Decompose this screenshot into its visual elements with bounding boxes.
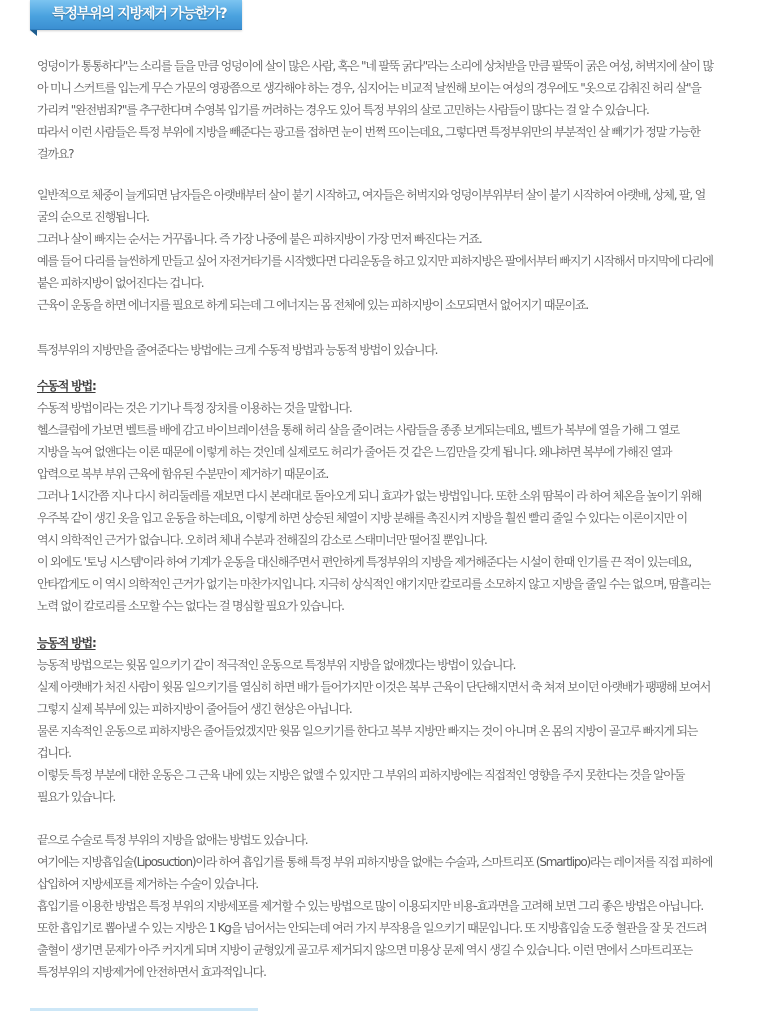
active-method-heading: [37, 632, 759, 654]
passive-method-section: [37, 375, 759, 617]
text-line: 출혈이 생기면 문제가 아주 커지게 되며 지방이 균형있게 골고루 제거되지 않으면 미용상 문제 역시 생길 수 있습니다. 이런 면에서 스마트리포는: [37, 943, 693, 957]
text-line: 가리켜 "완전범죄?"를 추구한다며 수영복 입기를 꺼려하는 경우도 있어 특정 부위의 살로 고민하는 사람들이 많다는 걸 알 수 있습니다.: [37, 103, 649, 117]
text-line: 그러나 1시간쯤 지나 다시 허리둘레를 재보면 다시 본래대로 돌아오게 되니 효과가 없는 방법입니다. 또한 소위 땀복이 라 하여 체온을 높이기 위해: [37, 489, 702, 503]
text-line: 압력으로 복부 부위 근육에 함유된 수분만이 제거하기 때문이죠.: [37, 467, 329, 481]
text-line: 흡입기를 이용한 방법은 특정 부위의 지방세포를 제거할 수 있는 방법으로 많이 이용되지만 비용-효과면을 고려해 보면 그리 좋은 방법은 아닙니다.: [37, 899, 703, 913]
text-line: 또한 흡입기로 뽑아낼 수 있는 지방은 1 Kg을 넘어서는 안되는데 여러 가지 부작용을 일으키기 때문입니다. 또 지방흡입술 도중 혈관을 잘 못 건드려: [37, 921, 707, 935]
page-title: 특정부위의 지방제거 가능한가?: [52, 6, 227, 22]
text-line: 수동적 방법이라는 것은 기기나 특정 장치를 이용하는 것을 말합니다.: [37, 401, 352, 415]
methods-summary-paragraph: [37, 339, 759, 361]
text-line: 역시 의학적인 근거가 없습니다. 오히려 체내 수분과 전해질의 감소로 스태미너만 떨어질 뿐입니다.: [37, 533, 487, 547]
surgery-paragraph: [37, 829, 759, 983]
article-body: [37, 55, 759, 983]
text-line: 이 외에도 '토닝 시스템'이라 하여 기계가 운동을 대신해주면서 편안하게 특정부위의 지방을 제거해준다는 시설이 한때 인기를 끈 적이 있는데요,: [37, 555, 691, 569]
passive-method-paragraph: [37, 397, 759, 617]
text-line: 노력 없이 칼로리를 소모할 수는 없다는 걸 명심할 필요가 있습니다.: [37, 599, 344, 613]
text-line: 특정부위의 지방제거에 안전하면서 효과적입니다.: [37, 965, 266, 979]
text-line: 끝으로 수술로 특정 부위의 지방을 없애는 방법도 있습니다.: [37, 833, 308, 847]
text-line: 지방을 녹여 없앤다는 이론 때문에 이렇게 하는 것인데 실제로도 허리가 줄어든 것 같은 느낌만을 갖게 됩니다. 왜냐하면 복부에 가해진 열과: [37, 445, 672, 459]
fat-order-paragraph: [37, 184, 759, 316]
text-line: 우주복 같이 생긴 옷을 입고 운동을 하는데요, 이렇게 하면 상승된 체열이 지방 분해를 촉진시켜 지방을 훨씬 빨리 줄일 수 있다는 이론이지만 이: [37, 511, 687, 525]
intro-paragraph: [37, 55, 759, 165]
methods-summary-section: [37, 339, 759, 361]
text-line: 엉덩이가 통통하다"는 소리를 들을 만큼 엉덩이에 살이 많은 사람, 혹은 "네 팔뚝 굵다"라는 소리에 상처받을 만큼 팔뚝이 굵은 여성, 허벅지에 살이 많: [37, 59, 713, 73]
text-line: 삽입하여 지방세포를 제거하는 수술이 있습니다.: [37, 877, 258, 891]
active-method-section: [37, 632, 759, 808]
text-line: 특정부위의 지방만을 줄여준다는 방법에는 크게 수동적 방법과 능동적 방법이 있습니다.: [37, 343, 438, 357]
active-method-paragraph: [37, 654, 759, 808]
text-line: 실제 아랫배가 처진 사람이 윗몸 일으키기를 열심히 하면 배가 들어가지만 이것은 복부 근육이 단단해지면서 축 쳐져 보이던 아랫배가 팽팽해 보여서: [37, 680, 711, 694]
text-line: 안타깝게도 이 역시 의학적인 근거가 없기는 마찬가지입니다. 지극히 상식적인 얘기지만 칼로리를 소모하지 않고 지방을 줄일 수는 없으며, 땀흘리는: [37, 577, 711, 591]
text-line: 물론 지속적인 운동으로 피하지방은 줄어들었겠지만 윗몸 일으키기를 한다고 복부 지방만 빠지는 것이 아니며 온 몸의 지방이 골고루 빠지게 되는: [37, 724, 698, 738]
text-line: 근육이 운동을 하면 에너지를 필요로 하게 되는데 그 에너지는 몸 전체에 있는 피하지방이 소모되면서 없어지기 때문이죠.: [37, 298, 589, 312]
intro-section: [37, 55, 759, 165]
text-line: 일반적으로 체중이 늘게되면 남자들은 아랫배부터 살이 붙기 시작하고, 여자들은 허벅지와 엉덩이부위부터 살이 붙기 시작하여 아랫배, 상체, 팔, 얼: [37, 188, 706, 202]
text-line: 그렇지 실제 복부에 있는 피하지방이 줄어들어 생긴 현상은 아닙니다.: [37, 702, 352, 716]
text-line: 아 미니 스커트를 입는게 무슨 가문의 영광쯤으로 생각해야 하는 경우, 심지어는 비교적 날씬해 보이는 여성의 경우에도 "옷으로 감춰진 허리 살"을: [37, 81, 701, 95]
text-line: 그러나 살이 빠지는 순서는 거꾸롭니다. 즉 가장 나중에 붙은 피하지방이 가장 먼저 빠진다는 거죠.: [37, 232, 482, 246]
passive-method-heading: [37, 375, 759, 397]
active-method-heading-text: 능동적 방법:: [37, 636, 96, 650]
text-line: 걸까요?: [37, 147, 74, 161]
text-line: 능동적 방법으로는 윗몸 일으키기 같이 적극적인 운동으로 특정부위 지방을 없애겠다는 방법이 있습니다.: [37, 658, 516, 672]
page-title-banner: [30, 0, 242, 30]
text-line: 이렇듯 특정 부분에 대한 운동은 그 근육 내에 있는 지방은 없앨 수 있지만 그 부위의 피하지방에는 직접적인 영향을 주지 못한다는 것을 알아둘: [37, 768, 685, 782]
text-line: 굴의 순으로 진행됩니다.: [37, 210, 149, 224]
surgery-section: [37, 829, 759, 983]
text-line: 헬스클럽에 가보면 벨트를 배에 감고 바이브레이션을 통해 허리 살을 줄이려는 사람들을 종종 보게되는데요, 벨트가 복부에 열을 가해 그 열로: [37, 423, 680, 437]
passive-method-heading-text: 수동적 방법:: [37, 379, 96, 393]
text-line: 예를 들어 다리를 늘씬하게 만들고 싶어 자전거타기를 시작했다면 다리운동을 하고 있지만 피하지방은 팔에서부터 빠지기 시작해서 마지막에 다리에: [37, 254, 713, 268]
banner-fold-decoration: [30, 30, 37, 36]
text-line: 여기에는 지방흡입술(Liposuction)이라 하여 흡입기를 통해 특정 부위 피하지방을 없애는 수술과, 스마트리포 (Smartlipo)라는 레이저를 직접 피하에: [37, 855, 713, 869]
text-line: 겁니다.: [37, 746, 71, 760]
text-line: 붙은 피하지방이 없어진다는 겁니다.: [37, 276, 204, 290]
text-line: 따라서 이런 사람들은 특정 부위에 지방을 빼준다는 광고를 접하면 눈이 번쩍 뜨이는데요, 그렇다면 특정부위만의 부분적인 살 빼기가 정말 가능한: [37, 125, 700, 139]
fat-order-section: [37, 184, 759, 316]
text-line: 필요가 있습니다.: [37, 790, 115, 804]
